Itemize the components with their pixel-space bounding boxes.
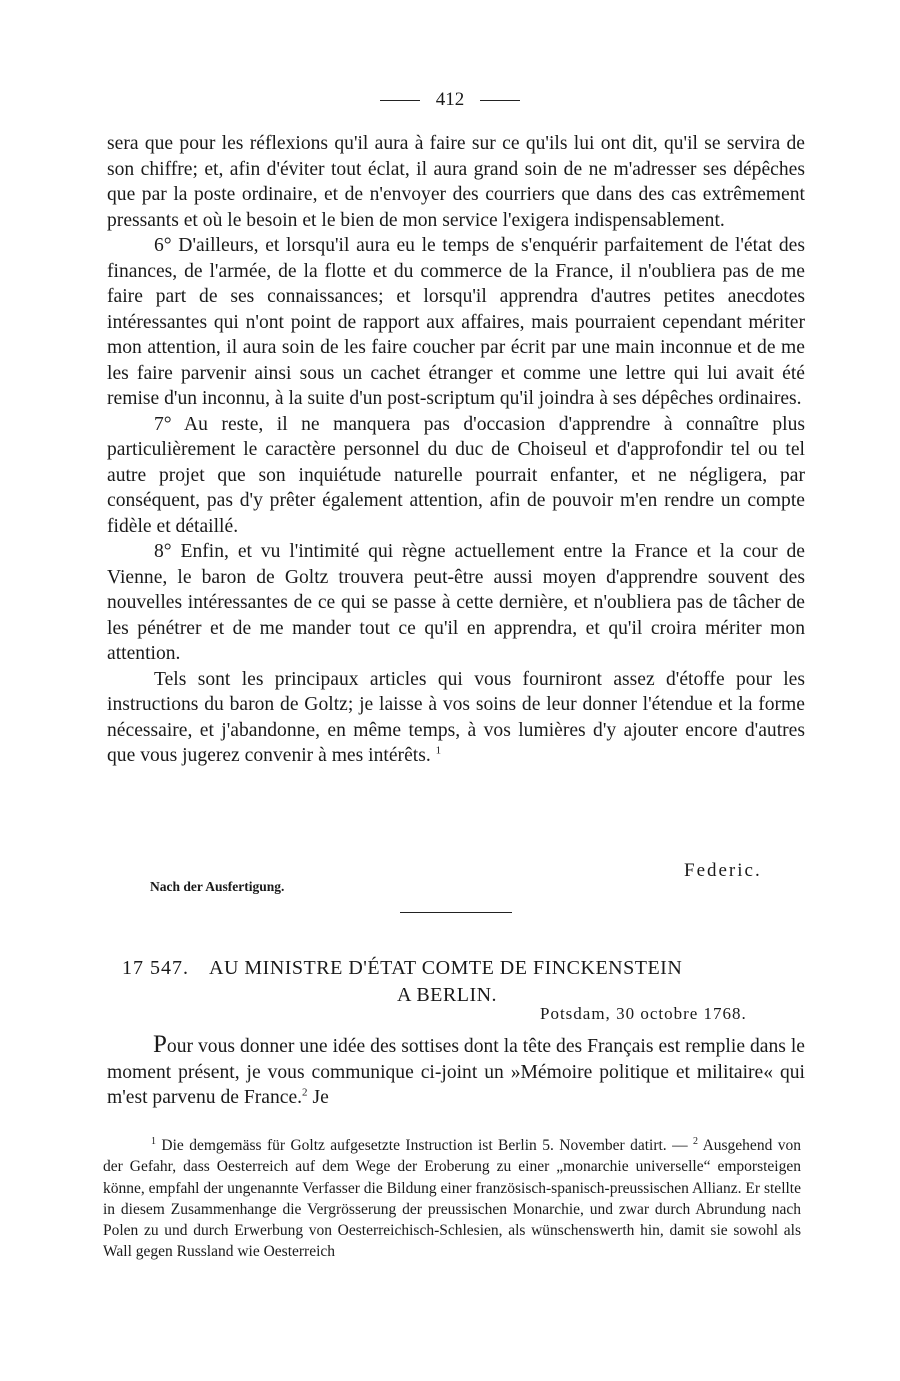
document-title-line2: A BERLIN. <box>397 984 498 1006</box>
document-heading <box>122 955 802 1009</box>
document-text-continued: Je <box>307 1087 329 1108</box>
letter-paragraph: 8° Enfin, et vu l'intimité qui règne actuellement entre la France et la cour de Vienne, le baron de Goltz trouvera peut-être aussi moyen d'apprendre souvent des nouvelles intéressantes de ce qui se passe à cette dernière, et n'oubliera pas de tâcher de les pénétrer et de me mander tout ce qu'il en apprendra, et qu'il croira mériter mon attention. <box>107 541 805 664</box>
document-number: 17 547. <box>122 957 189 979</box>
closing-text: Tels sont les principaux articles qui vous fourniront assez d'étoffe pour les instructions du baron de Goltz; je laisse à vos soins de leur donner l'étendue et la forme nécessaire, et j'abandonne, en même temps, à vos lumières d'y ajouter encore d'autres que vous jugerez convenir à mes intérêts. <box>107 668 805 766</box>
footnote-reference: 1 <box>435 744 442 757</box>
drop-cap: P <box>153 1031 167 1058</box>
letter-paragraph: sera que pour les réflexions qu'il aura à faire sur ce qu'ils lui ont dit, qu'il se servira de son chiffre; et, afin d'éviter tout éclat, il aura grand soin de ne m'adresser ses dépêches que par la poste ordinaire, et de n'envoyer des courriers que dans des cas extrêmement pressants et où le besoin et le bien de mon service l'exigera indispensablement. <box>107 133 805 231</box>
section-divider <box>400 912 512 913</box>
document-text: our vous donner une idée des sottises dont la tête des Français est remplie dans le moment présent, je vous communique ci-joint un »Mémoire politique et militaire« qui m'est parvenu de France. <box>107 1036 805 1108</box>
dateline <box>540 1004 747 1024</box>
footnote-reference: 2 <box>302 1086 308 1099</box>
header-rule-right <box>480 100 520 101</box>
footnote-text: Die demgemäss für Goltz aufgesetzte Instruction ist Berlin 5. November datirt. — <box>156 1137 694 1154</box>
document-title: AU MINISTRE D'ÉTAT COMTE DE FINCKENSTEIN <box>209 957 683 979</box>
page-number: 412 <box>435 89 465 110</box>
source-note: Nach der Ausfertigung. <box>150 879 285 894</box>
place: Potsdam, <box>540 1004 611 1023</box>
document-paragraph <box>107 1032 805 1111</box>
document-body <box>107 1032 805 1111</box>
date: 30 octobre 1768. <box>616 1004 747 1023</box>
letter-paragraph: 6° D'ailleurs, et lorsqu'il aura eu le temps de s'enquérir parfaitement de l'état des finances, de l'armée, de la flotte et du commerce de la France, il n'oubliera pas de me faire part de ses connaissances; et lorsqu'il apprendra d'autres petites anecdotes intéressantes qui n'ont point de rapport aux affaires, mais pourraient cependant mériter mon attention, il aura soin de les faire coucher par écrit par une main inconnue et de me les faire parvenir ainsi sous un cachet étranger et comme une lettre qui lui avait été remise d'un inconnu, à la suite d'un post-scriptum qu'il joindra à ses dépêches ordinaires. <box>107 235 805 409</box>
letter-closing-paragraph <box>107 667 805 769</box>
footnote-mark: 1 <box>151 1135 156 1147</box>
header-rule-left <box>380 100 420 101</box>
signature: Federic. <box>684 860 762 881</box>
footnote-text: Ausgehend von der Gefahr, dass Oesterreich auf dem Wege der Eroberung zu einer „monarchie universelle“ emporsteigen könne, empfahl der ungenannte Verfasser die Bildung einer französisch-spanisch-preussischen Allianz. Er stellte in diesem Zusammenhange die Vergrösserung der preussischen Monarchie, und zwar durch Abrundung nach Polen zu und durch Erwerbung von Oesterreichisch-Schlesien, als wünschenswerth hin, damit sie sowohl als Wall gegen Russland wie Oesterreich <box>103 1137 801 1261</box>
page-header <box>0 86 900 114</box>
letter-body <box>107 131 805 769</box>
footnote-mark: 2 <box>693 1135 699 1147</box>
footnotes <box>103 1135 801 1263</box>
letter-paragraph: 7° Au reste, il ne manquera pas d'occasion d'apprendre à connaître plus particulièrement le caractère personnel du duc de Choiseul et d'approfondir tel ou tel autre projet que son inquiétude naturelle pourrait enfanter, et ne négligera, par conséquent, pas d'y prêter également attention, afin de pouvoir m'en rendre un compte fidèle et détaillé. <box>107 413 805 537</box>
footnote <box>103 1135 801 1263</box>
